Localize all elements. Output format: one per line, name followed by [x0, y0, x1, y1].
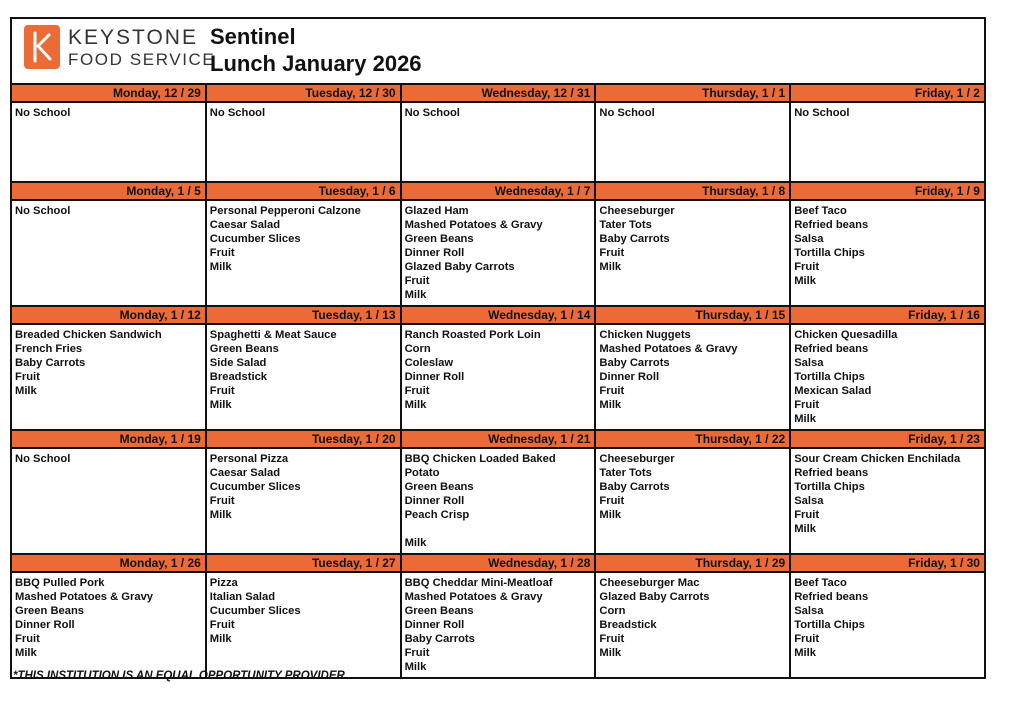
menu-item: Fruit [209, 247, 235, 259]
menu-item: Baby Carrots [599, 357, 670, 369]
day-header: Tuesday, 1 / 27 [207, 555, 400, 573]
menu-item: Fruit [794, 509, 820, 521]
menu-item: Peach Crisp [404, 509, 470, 521]
day-menu [402, 573, 595, 677]
day-cell [791, 555, 984, 677]
day-cell [402, 555, 597, 677]
day-cell [12, 183, 207, 305]
menu-item: Mashed Potatoes & Gravy [404, 219, 543, 231]
menu-item: Dinner Roll [404, 247, 465, 259]
menu-item: Salsa [794, 495, 824, 507]
keystone-k-icon [24, 25, 60, 69]
day-cell [402, 307, 597, 429]
day-menu [207, 201, 400, 305]
menu-item: Milk [794, 275, 816, 287]
menu-item: Tater Tots [599, 219, 652, 231]
day-header: Monday, 1 / 19 [12, 431, 205, 449]
menu-item: Milk [209, 261, 232, 273]
day-menu [791, 103, 984, 181]
menu-item: Milk [794, 413, 816, 425]
school-name: Sentinel [210, 24, 296, 49]
day-menu [402, 449, 595, 553]
menu-item: Green Beans [404, 481, 474, 493]
day-cell [207, 183, 402, 305]
day-menu [207, 573, 400, 677]
day-header: Thursday, 1 / 29 [596, 555, 789, 573]
menu-item: Milk [599, 509, 622, 521]
day-header: Tuesday, 1 / 13 [207, 307, 400, 325]
week-row [12, 183, 984, 307]
day-header: Wednesday, 1 / 7 [402, 183, 595, 201]
menu-item: Corn [404, 343, 431, 355]
menu-item: Dinner Roll [404, 619, 465, 631]
menu-item: Chicken Quesadilla [794, 329, 898, 341]
menu-item: Salsa [794, 357, 824, 369]
day-header: Friday, 1 / 2 [791, 85, 984, 103]
menu-item: Fruit [404, 275, 430, 287]
menu-item: Fruit [794, 633, 820, 645]
day-header: Thursday, 1 / 1 [596, 85, 789, 103]
menu-item: Milk [15, 647, 37, 659]
menu-item: Cheeseburger Mac [599, 577, 700, 589]
day-header: Monday, 1 / 5 [12, 183, 205, 201]
menu-item: Milk [209, 633, 232, 645]
menu-item: Tater Tots [599, 467, 652, 479]
menu-item: Corn [599, 605, 626, 617]
menu-item: Milk [794, 523, 816, 535]
menu-item: Tortilla Chips [794, 619, 865, 631]
menu-item: Glazed Baby Carrots [404, 261, 515, 273]
menu-item: Refried beans [794, 467, 869, 479]
equal-opportunity-note: *THIS INSTITUTION IS AN EQUAL OPPORTUNITY PROVIDER [13, 670, 345, 682]
day-cell [596, 183, 791, 305]
day-cell [207, 85, 402, 181]
menu-item: Beef Taco [794, 577, 847, 589]
day-menu [12, 573, 205, 677]
menu-item: Milk [15, 385, 37, 397]
day-cell [402, 183, 597, 305]
day-menu [596, 201, 789, 305]
menu-item: Milk [599, 399, 622, 411]
menu-item: Baby Carrots [15, 357, 86, 369]
menu-item: Fruit [15, 633, 40, 645]
day-menu [791, 325, 984, 429]
day-menu [207, 449, 400, 553]
menu-item: Milk [404, 399, 427, 411]
menu-item: Caesar Salad [209, 219, 281, 231]
menu-item: Breaded Chicken Sandwich [15, 329, 162, 341]
day-header: Friday, 1 / 30 [791, 555, 984, 573]
day-cell [791, 431, 984, 553]
menu-item: No School [15, 107, 71, 119]
day-header: Tuesday, 12 / 30 [207, 85, 400, 103]
menu-item: Personal Pepperoni Calzone [209, 205, 361, 217]
menu-item: Cucumber Slices [209, 605, 301, 617]
day-menu [12, 201, 205, 305]
menu-item: Fruit [794, 399, 820, 411]
menu-item: Milk [404, 537, 427, 549]
day-menu [402, 325, 595, 429]
day-header: Thursday, 1 / 22 [596, 431, 789, 449]
day-menu [12, 103, 205, 181]
menu-item: Green Beans [15, 605, 85, 617]
menu-item: Tortilla Chips [794, 371, 865, 383]
day-menu [596, 573, 789, 677]
menu-item: Milk [209, 509, 232, 521]
menu-item: Breadstick [599, 619, 657, 631]
menu-item: Mashed Potatoes & Gravy [404, 591, 543, 603]
menu-item: Chicken Nuggets [599, 329, 691, 341]
menu-item: Personal Pizza [209, 453, 289, 465]
day-header: Monday, 1 / 12 [12, 307, 205, 325]
menu-item: Tortilla Chips [794, 481, 865, 493]
week-row [12, 431, 984, 555]
menu-item: Milk [599, 261, 622, 273]
menu-item: Tortilla Chips [794, 247, 865, 259]
day-header: Wednesday, 1 / 14 [402, 307, 595, 325]
day-header: Wednesday, 12 / 31 [402, 85, 595, 103]
menu-item: Fruit [599, 633, 625, 645]
day-menu [791, 573, 984, 677]
day-menu [791, 449, 984, 553]
day-menu [596, 449, 789, 553]
day-header: Thursday, 1 / 8 [596, 183, 789, 201]
day-menu [207, 325, 400, 429]
menu-item: Cheeseburger [599, 453, 675, 465]
menu-item: Salsa [794, 233, 824, 245]
week-row [12, 307, 984, 431]
menu-item: Cheeseburger [599, 205, 675, 217]
menu-item [405, 522, 592, 536]
menu-item: Fruit [599, 495, 625, 507]
menu-item: French Fries [15, 343, 83, 355]
menu-item: Fruit [209, 619, 235, 631]
menu-item: Glazed Baby Carrots [599, 591, 710, 603]
menu-item: Fruit [404, 385, 430, 397]
week-row [12, 85, 984, 183]
menu-item: Breadstick [209, 371, 268, 383]
logo-line1: KEYSTONE [68, 25, 198, 49]
day-cell [207, 555, 402, 677]
menu-item: Beef Taco [794, 205, 847, 217]
day-cell [207, 307, 402, 429]
menu-item: Fruit [404, 647, 430, 659]
day-menu [207, 103, 400, 181]
day-menu [596, 325, 789, 429]
day-cell [207, 431, 402, 553]
menu-item: Spaghetti & Meat Sauce [209, 329, 337, 341]
menu-item: Sour Cream Chicken Enchilada [794, 453, 961, 465]
menu-item: Pizza [209, 577, 238, 589]
menu-item: No School [15, 205, 71, 217]
menu-item: Milk [404, 661, 427, 673]
menu-item: Dinner Roll [15, 619, 75, 631]
menu-item: Milk [209, 399, 232, 411]
menu-item: No School [15, 453, 71, 465]
menu-item: BBQ Pulled Pork [15, 577, 105, 589]
menu-item: Milk [794, 647, 816, 659]
menu-item: Italian Salad [209, 591, 276, 603]
day-header: Friday, 1 / 23 [791, 431, 984, 449]
menu-item: Cucumber Slices [209, 481, 301, 493]
menu-item: Mashed Potatoes & Gravy [599, 343, 738, 355]
day-header: Monday, 1 / 26 [12, 555, 205, 573]
day-header: Wednesday, 1 / 28 [402, 555, 595, 573]
day-header: Thursday, 1 / 15 [596, 307, 789, 325]
menu-item: Salsa [794, 605, 824, 617]
menu-item: Cucumber Slices [209, 233, 301, 245]
menu-item: Fruit [209, 495, 235, 507]
menu-item: Refried beans [794, 219, 869, 231]
menu-item: No School [599, 107, 655, 119]
menu-item: Refried beans [794, 343, 869, 355]
day-cell [791, 85, 984, 181]
menu-item: Fruit [599, 247, 625, 259]
day-cell [791, 307, 984, 429]
day-menu [12, 449, 205, 553]
menu-item: Dinner Roll [404, 371, 465, 383]
day-cell [12, 85, 207, 181]
menu-item: No School [404, 107, 460, 119]
calendar-header [12, 19, 984, 85]
menu-item: Baby Carrots [404, 633, 475, 645]
day-cell [12, 555, 207, 677]
menu-item: No School [794, 107, 850, 119]
menu-item: Dinner Roll [404, 495, 465, 507]
day-header: Tuesday, 1 / 6 [207, 183, 400, 201]
day-header: Wednesday, 1 / 21 [402, 431, 595, 449]
day-cell [12, 431, 207, 553]
day-menu [402, 201, 595, 305]
day-header: Tuesday, 1 / 20 [207, 431, 400, 449]
menu-item: Fruit [209, 385, 235, 397]
day-menu [402, 103, 595, 181]
menu-item: Baby Carrots [599, 233, 670, 245]
menu-item: Potato [404, 467, 440, 479]
menu-item: Mexican Salad [794, 385, 872, 397]
keystone-logo [24, 25, 215, 69]
logo-line2: FOOD SERVICE [68, 49, 216, 69]
day-cell [596, 85, 791, 181]
week-row [12, 555, 984, 677]
day-cell [12, 307, 207, 429]
day-header: Friday, 1 / 16 [791, 307, 984, 325]
menu-item: Fruit [794, 261, 820, 273]
menu-item: Dinner Roll [599, 371, 660, 383]
menu-item: Milk [599, 647, 622, 659]
day-header: Monday, 12 / 29 [12, 85, 205, 103]
day-cell [791, 183, 984, 305]
day-cell [596, 555, 791, 677]
menu-item: Milk [404, 289, 427, 301]
weeks-grid [12, 85, 984, 677]
day-cell [402, 431, 597, 553]
day-menu [12, 325, 205, 429]
menu-item: Green Beans [404, 233, 474, 245]
menu-item: Fruit [599, 385, 625, 397]
menu-item: BBQ Chicken Loaded Baked [404, 453, 556, 465]
menu-item: Fruit [15, 371, 40, 383]
menu-item: Caesar Salad [209, 467, 281, 479]
menu-item: BBQ Cheddar Mini-Meatloaf [404, 577, 553, 589]
menu-item: Green Beans [209, 343, 279, 355]
day-header: Friday, 1 / 9 [791, 183, 984, 201]
day-menu [791, 201, 984, 305]
day-cell [596, 431, 791, 553]
menu-item: No School [209, 107, 266, 119]
menu-item: Glazed Ham [404, 205, 469, 217]
day-menu [596, 103, 789, 181]
menu-item: Coleslaw [404, 357, 454, 369]
menu-item: Ranch Roasted Pork Loin [404, 329, 541, 341]
menu-item: Side Salad [209, 357, 267, 369]
menu-item: Refried beans [794, 591, 869, 603]
menu-item: Green Beans [404, 605, 474, 617]
day-cell [402, 85, 597, 181]
day-cell [596, 307, 791, 429]
menu-item: Mashed Potatoes & Gravy [15, 591, 154, 603]
menu-title: Lunch January 2026 [210, 51, 422, 76]
menu-item: Baby Carrots [599, 481, 670, 493]
menu-calendar [10, 17, 986, 679]
